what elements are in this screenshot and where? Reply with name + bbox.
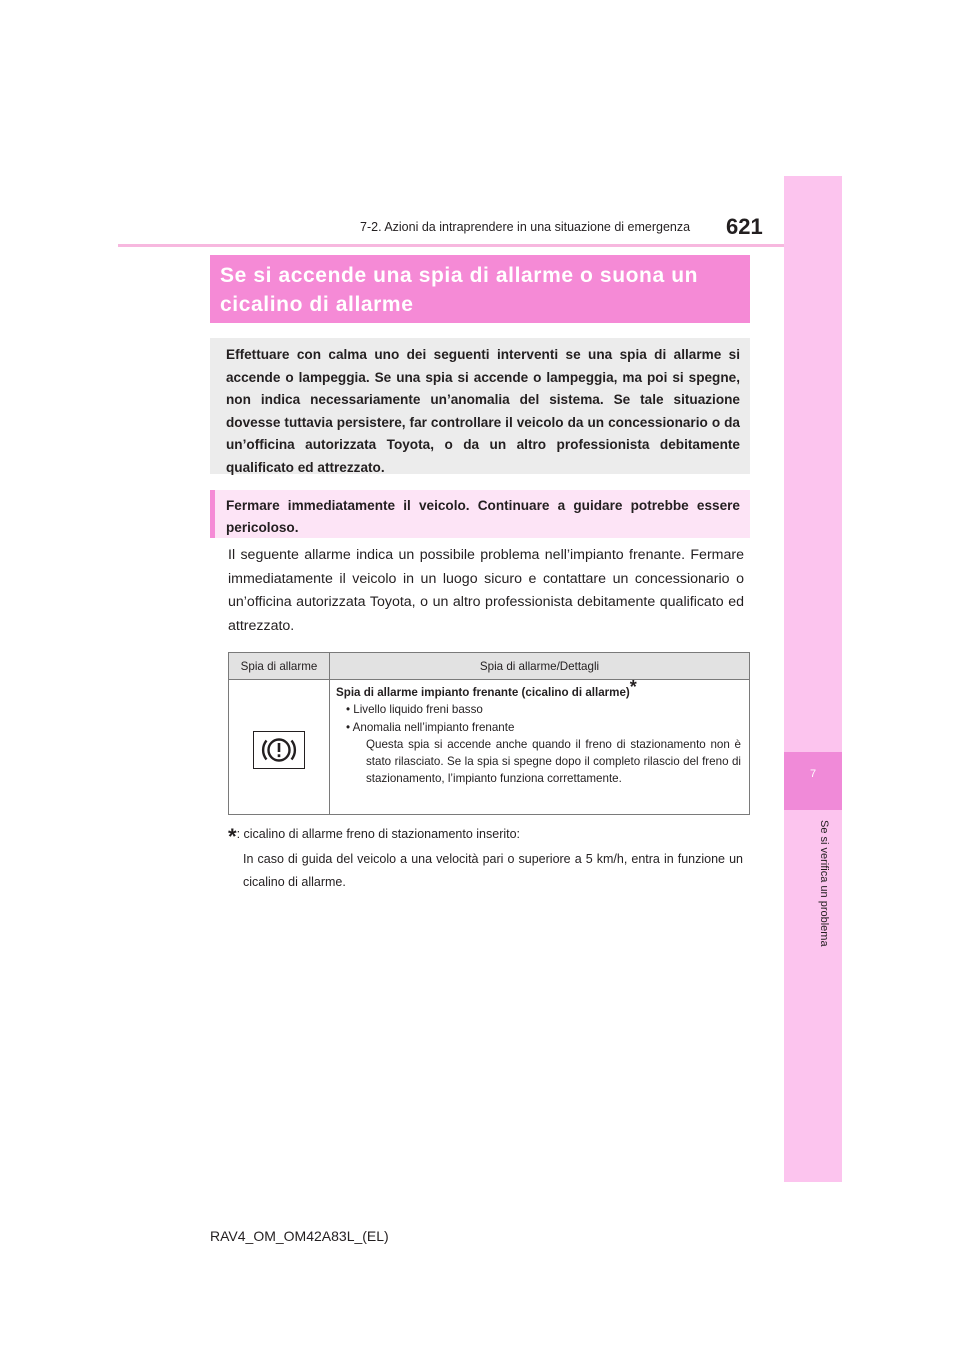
- model-code: RAV4_OM_OM42A83L_(EL): [210, 1228, 389, 1244]
- intro-box: [210, 338, 750, 474]
- chapter-side-tab: [784, 176, 842, 1182]
- table-row: [229, 680, 750, 815]
- section-heading-line-2: cicalino di allarme: [220, 293, 414, 316]
- chapter-number-block: [784, 752, 842, 810]
- details-bullet: • Livello liquido freni basso: [346, 703, 483, 717]
- warning-text: Fermare immediatamente il veicolo. Continuare a guidare potrebbe essere pericoloso.: [226, 498, 740, 535]
- footnote-reference: *: [629, 677, 637, 698]
- table-cell-details: [330, 677, 750, 815]
- warning-light-table: [228, 652, 750, 815]
- page-number: 621: [726, 214, 763, 239]
- chapter-title: Se si verifica un problema: [818, 820, 830, 947]
- section-heading: [210, 255, 750, 323]
- details-title: [336, 677, 741, 701]
- section-title: 7-2. Azioni da intraprendere in una situazione di emergenza: [360, 220, 691, 234]
- footnote-text: In caso di guida del veicolo a una velocità pari o superiore a 5 km/h, entra in funzione un cicalino di allarme.: [243, 852, 743, 889]
- warning-box: [210, 490, 750, 538]
- body-paragraph: Il seguente allarme indica un possibile problema nell’impianto frenante. Fermare immediatamente il veicolo in un luogo sicuro e contattare un concessionario o un’officina autorizzata Toyota, o un altro professionista debitamente qualificato ed attrezzato.: [228, 547, 744, 634]
- header-rule: [118, 244, 842, 247]
- details-title-text: Spia di allarme impianto frenante (cicalino di allarme): [336, 686, 630, 699]
- footnote-mark: *: [228, 824, 237, 849]
- chapter-number: 7: [809, 768, 817, 780]
- table-header-details: Spia di allarme/Dettagli: [330, 653, 750, 680]
- footnote-label-text: : cicalino di allarme freno di stazionamento inserito:: [236, 827, 521, 841]
- brake-warning-icon-graphic: [254, 732, 304, 768]
- details-bullet: • Anomalia nell’impianto frenante: [346, 720, 515, 734]
- section-heading-line-1: Se si accende una spia di allarme o suona un: [220, 264, 699, 287]
- table-header-row: [229, 653, 750, 680]
- intro-text: Effettuare con calma uno dei seguenti interventi se una spia di allarme si accende o lampeggia. Se una spia si accende o lampeggia, ma poi si spegne, non indica necessariamente un’anomalia del sistema. Se tale situazione dovesse tuttavia persistere, far controllare il veicolo da un concessionario o da un’officina autorizzata Toyota, o da un altro professionista debitamente qualificato ed attrezzato.: [226, 347, 740, 475]
- footnote-label: [228, 818, 521, 849]
- table-cell-light: [229, 680, 330, 815]
- table-header-light: Spia di allarme: [229, 653, 330, 680]
- details-note: Questa spia si accende anche quando il freno di stazionamento non è stato rilasciato. Se la spia si spegne dopo il completo rilascio del freno di stazionamento, l’impianto funziona correttamente.: [366, 737, 741, 786]
- brake-warning-icon: [253, 731, 305, 769]
